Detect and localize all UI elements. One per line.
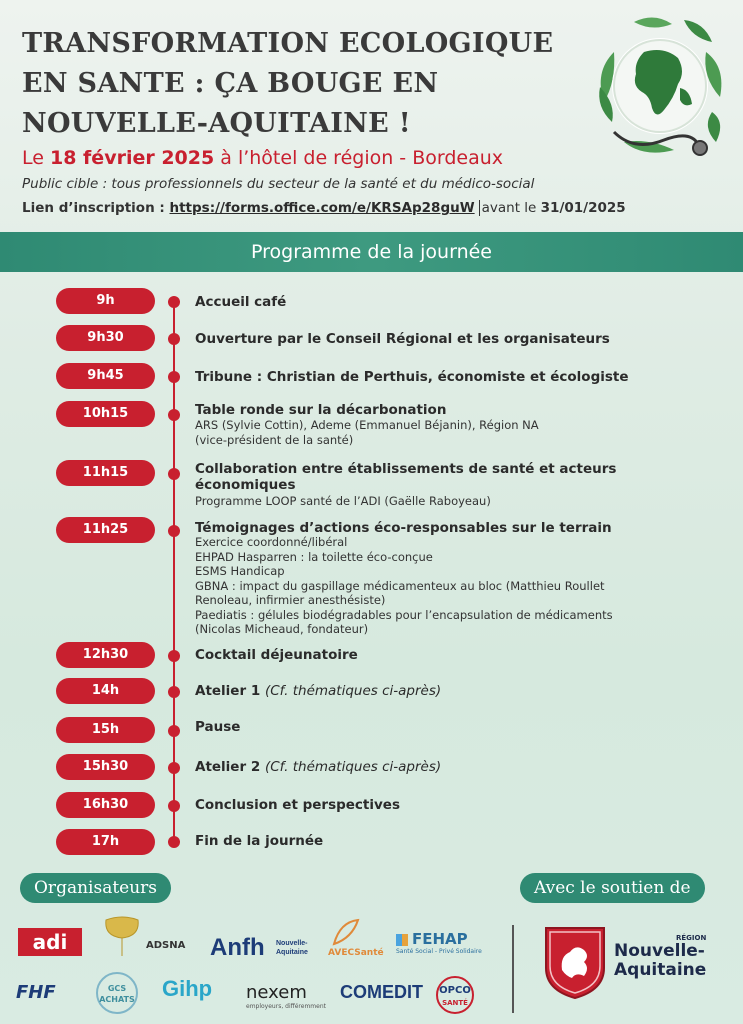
time-pill: 11h15 (56, 460, 155, 486)
title-line-2: EN SANTE : ÇA BOUGE EN (22, 68, 439, 99)
event-date-location: Le 18 février 2025 à l’hôtel de région - Bordeaux (22, 147, 504, 169)
gcs-achats-logo: GCS ACHATS (96, 972, 138, 1014)
registration-label: Lien d’inscription : (22, 200, 170, 216)
comedit-logo: COMEDIT (340, 982, 423, 1002)
registration-link[interactable]: https://forms.office.com/e/KRSAp28guW (169, 200, 475, 216)
anfh-logo: Anfh Nouvelle-Aquitaine (210, 934, 308, 961)
gihp-logo: Gihp (162, 976, 213, 1001)
event-title: Fin de la journée (195, 833, 324, 849)
event-title: Collaboration entre établissements de santé et acteurs économiques (195, 461, 617, 493)
opco-sante-logo: OPCO SANTÉ (436, 976, 474, 1014)
time-pill: 15h (56, 717, 155, 743)
timeline-dot (168, 725, 180, 737)
adi-logo: adi (18, 928, 82, 956)
event-details: Programme LOOP santé de l’ADI (Gaëlle Raboyeau) (195, 494, 491, 508)
timeline-dot (168, 371, 180, 383)
time-pill: 9h30 (56, 325, 155, 351)
time-pill: 9h45 (56, 363, 155, 389)
target-audience: Public cible : tous professionnels du secteur de la santé et du médico-social (22, 176, 535, 192)
program-heading: Programme de la journée (0, 232, 743, 272)
time-pill: 14h (56, 678, 155, 704)
timeline-dot (168, 525, 180, 537)
adsna-logo: ADSNA (100, 912, 144, 962)
text-cursor (479, 200, 480, 216)
time-pill: 17h (56, 829, 155, 855)
timeline-dot (168, 800, 180, 812)
title-line-1: TRANSFORMATION ECOLOGIQUE (22, 28, 554, 59)
fhf-logo: FHF (16, 982, 56, 1003)
event-title: Conclusion et perspectives (195, 797, 400, 813)
page-title (22, 24, 554, 144)
registration-line: Lien d’inscription : https://forms.office.com/e/KRSAp28guW avant le 31/01/2025 (22, 200, 626, 216)
event-title: Pause (195, 719, 241, 735)
nexem-logo: nexem employeurs, différemment (246, 982, 326, 1010)
event-title: Ouverture par le Conseil Régional et les organisateurs (195, 331, 610, 347)
fehap-mark-icon (396, 934, 408, 946)
event-details: Exercice coordonné/libéral EHPAD Hasparren : la toilette éco-conçue ESMS Handicap GBNA : impact du gaspillage médicamenteux au bloc (Matthieu Roullet Renoleau, infirmier anesthésiste) Paediatis : gélules biodégradables pour l’encapsulation de médicaments (Nicolas Micheaud, fondateur) (195, 535, 613, 636)
leaf-mark-icon (326, 918, 366, 946)
event-title: Table ronde sur la décarbonation (195, 402, 447, 418)
title-line-3: NOUVELLE-AQUITAINE ! (22, 108, 411, 139)
event-title: Cocktail déjeunatoire (195, 647, 358, 663)
timeline-dot (168, 468, 180, 480)
timeline-dot (168, 409, 180, 421)
fehap-logo: FEHAP Santé Social - Privé Solidaire (396, 930, 482, 955)
timeline-dot (168, 333, 180, 345)
event-details: ARS (Sylvie Cottin), Ademe (Emmanuel Béjanin), Région NA (vice-président de la santé) (195, 418, 539, 447)
organisers-label: Organisateurs (20, 873, 171, 903)
event-title: Atelier 1 (Cf. thématiques ci-après) (195, 683, 442, 699)
timeline-dot (168, 836, 180, 848)
event-title: Témoignages d’actions éco-responsables sur le terrain (195, 520, 612, 536)
time-pill: 15h30 (56, 754, 155, 780)
time-pill: 11h25 (56, 517, 155, 543)
timeline-dot (168, 686, 180, 698)
time-pill: 16h30 (56, 792, 155, 818)
registration-deadline: 31/01/2025 (540, 200, 626, 216)
region-coat-of-arms-logo (544, 926, 606, 1000)
support-label: Avec le soutien de (520, 873, 705, 903)
ginkgo-leaf-icon (100, 912, 144, 958)
event-date: 18 février 2025 (49, 147, 215, 169)
time-pill: 9h (56, 288, 155, 314)
timeline-dot (168, 296, 180, 308)
avecsante-logo: AVECSanté (326, 918, 366, 950)
timeline-dot (168, 762, 180, 774)
footer-divider (512, 925, 514, 1013)
time-pill: 12h30 (56, 642, 155, 668)
stethoscope-icon (614, 132, 698, 145)
event-title: Atelier 2 (Cf. thématiques ci-après) (195, 759, 442, 775)
timeline-dot (168, 650, 180, 662)
region-nouvelle-aquitaine-logo: RÉGION Nouvelle- Aquitaine (614, 934, 707, 980)
time-pill: 10h15 (56, 401, 155, 427)
event-title: Accueil café (195, 294, 287, 310)
earth-globe-illustration (594, 12, 726, 162)
event-title: Tribune : Christian de Perthuis, économiste et écologiste (195, 369, 629, 385)
